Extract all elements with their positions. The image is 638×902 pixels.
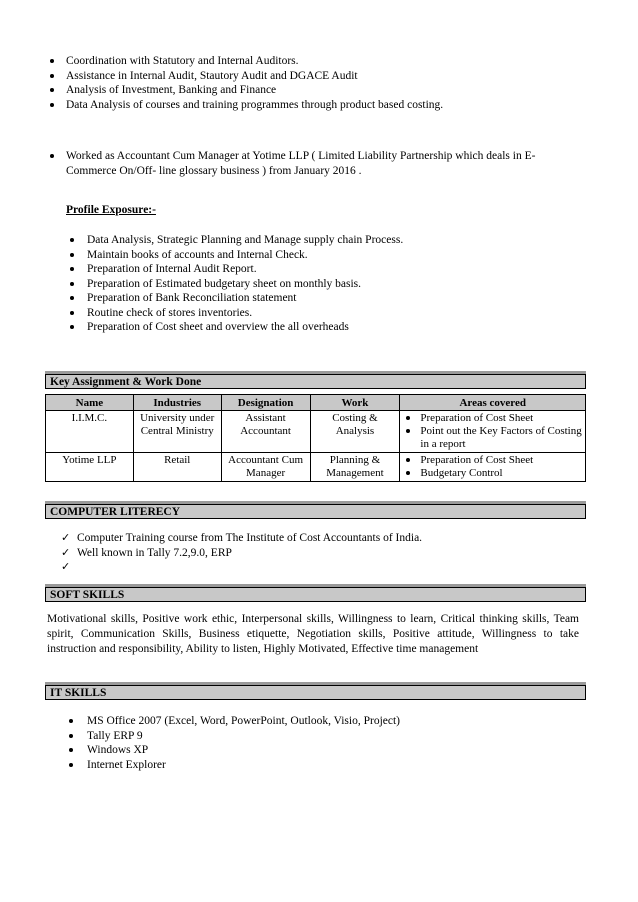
list-item: ✓ Well known in Tally 7.2,9.0, ERP: [61, 545, 232, 559]
bullet-icon: [50, 103, 54, 107]
table-cell: [400, 453, 586, 482]
bullet-icon: [69, 748, 73, 752]
it-skills-heading: IT SKILLS: [45, 685, 586, 700]
checkmark-icon: ✓: [61, 560, 71, 573]
list-item: ✓ Computer Training course from The Institute of Cost Accountants of India.: [61, 531, 423, 544]
bullet-icon: [406, 458, 410, 462]
bullet-icon: [50, 88, 54, 92]
bullet-icon: [406, 416, 410, 420]
bullet-icon: [70, 296, 74, 300]
bullet-icon: [70, 325, 74, 329]
table-cell: I.I.M.C.: [46, 411, 134, 453]
list-item: Windows XP: [87, 743, 567, 758]
section-divider: [45, 501, 586, 504]
bullet-icon: [406, 429, 410, 433]
profile-exposure-heading: Profile Exposure:-: [66, 204, 156, 216]
job-bullet-list: [66, 149, 566, 178]
list-item: Routine check of stores inventories.: [87, 306, 567, 321]
list-item: Point out the Key Factors of Costing in a report: [420, 425, 583, 451]
checkmark-icon: ✓: [61, 531, 71, 544]
list-item: Worked as Accountant Cum Manager at Yotime LLP ( Limited Liability Partnership which deals in E-Commerce On/Off- line glossary business ) from January 2016 .: [66, 149, 566, 178]
table-cell: University under Central Ministry: [133, 411, 221, 453]
list-item: [61, 560, 557, 575]
checkmark-icon: ✓: [61, 545, 71, 559]
column-header: Work: [310, 395, 400, 411]
table-cell: Costing & Analysis: [310, 411, 400, 453]
bullet-icon: [70, 267, 74, 271]
list-item: MS Office 2007 (Excel, Word, PowerPoint, Outlook, Visio, Project): [87, 714, 567, 729]
list-item: Tally ERP 9: [87, 729, 567, 744]
list-item: Preparation of Bank Reconciliation statement: [87, 291, 567, 306]
bullet-icon: [70, 253, 74, 257]
bullet-icon: [50, 59, 54, 63]
column-header: Industries: [133, 395, 221, 411]
bullet-icon: [406, 471, 410, 475]
soft-skills-text: Motivational skills, Positive work ethic, Interpersonal skills, Willingness to learn, Critical thinking skills, Team spirit, Communication Skills, Business etiquette, Negotiation skills, Positive attitude, Willingness to take instruction and responsibility, Ability to listen, Highly Motivated, Effective time management: [47, 613, 579, 655]
column-header: Areas covered: [400, 395, 586, 411]
list-item: Data Analysis, Strategic Planning and Manage supply chain Process.: [87, 233, 567, 248]
table-row: [46, 411, 586, 453]
soft-skills-heading: SOFT SKILLS: [45, 587, 586, 602]
work-table: [45, 394, 586, 482]
list-item: Preparation of Internal Audit Report.: [87, 262, 567, 277]
table-cell: [400, 411, 586, 453]
list-item: Internet Explorer: [87, 758, 567, 773]
bullet-icon: [70, 238, 74, 242]
section-divider: [45, 584, 586, 587]
table-cell: Assistant Accountant: [221, 411, 310, 453]
list-item: Preparation of Cost Sheet: [420, 454, 583, 467]
bullet-icon: [50, 154, 54, 158]
it-skills-bullet-list: [87, 714, 567, 772]
list-item: Budgetary Control: [420, 467, 583, 480]
intro-bullet-list: [66, 54, 606, 112]
bullet-icon: [50, 74, 54, 78]
computer-literacy-heading: COMPUTER LITERECY: [45, 504, 586, 519]
section-divider: [45, 371, 586, 374]
list-item: Maintain books of accounts and Internal Check.: [87, 248, 567, 263]
bullet-icon: [70, 282, 74, 286]
bullet-icon: [69, 719, 73, 723]
column-header: Designation: [221, 395, 310, 411]
computer-check-list: [61, 531, 557, 575]
table-cell: Planning & Management: [310, 453, 400, 482]
list-item: Preparation of Cost Sheet: [420, 412, 583, 425]
table-row: [46, 453, 586, 482]
profile-bullet-list: [87, 233, 567, 335]
list-item: Assistance in Internal Audit, Stautory Audit and DGACE Audit: [66, 69, 606, 84]
list-item: Preparation of Cost sheet and overview the all overheads: [87, 320, 567, 335]
list-item: Data Analysis of courses and training programmes through product based costing.: [66, 98, 606, 113]
column-header: Name: [46, 395, 134, 411]
table-cell: Accountant Cum Manager: [221, 453, 310, 482]
key-assignment-heading: Key Assignment & Work Done: [45, 374, 586, 389]
list-item: Coordination with Statutory and Internal Auditors.: [66, 54, 606, 69]
list-item: Analysis of Investment, Banking and Finance: [66, 83, 606, 98]
table-cell: Yotime LLP: [46, 453, 134, 482]
bullet-icon: [70, 311, 74, 315]
table-cell: Retail: [133, 453, 221, 482]
section-divider: [45, 682, 586, 685]
bullet-icon: [69, 763, 73, 767]
table-header-row: [46, 395, 586, 411]
list-item: Preparation of Estimated budgetary sheet on monthly basis.: [87, 277, 567, 292]
bullet-icon: [69, 734, 73, 738]
